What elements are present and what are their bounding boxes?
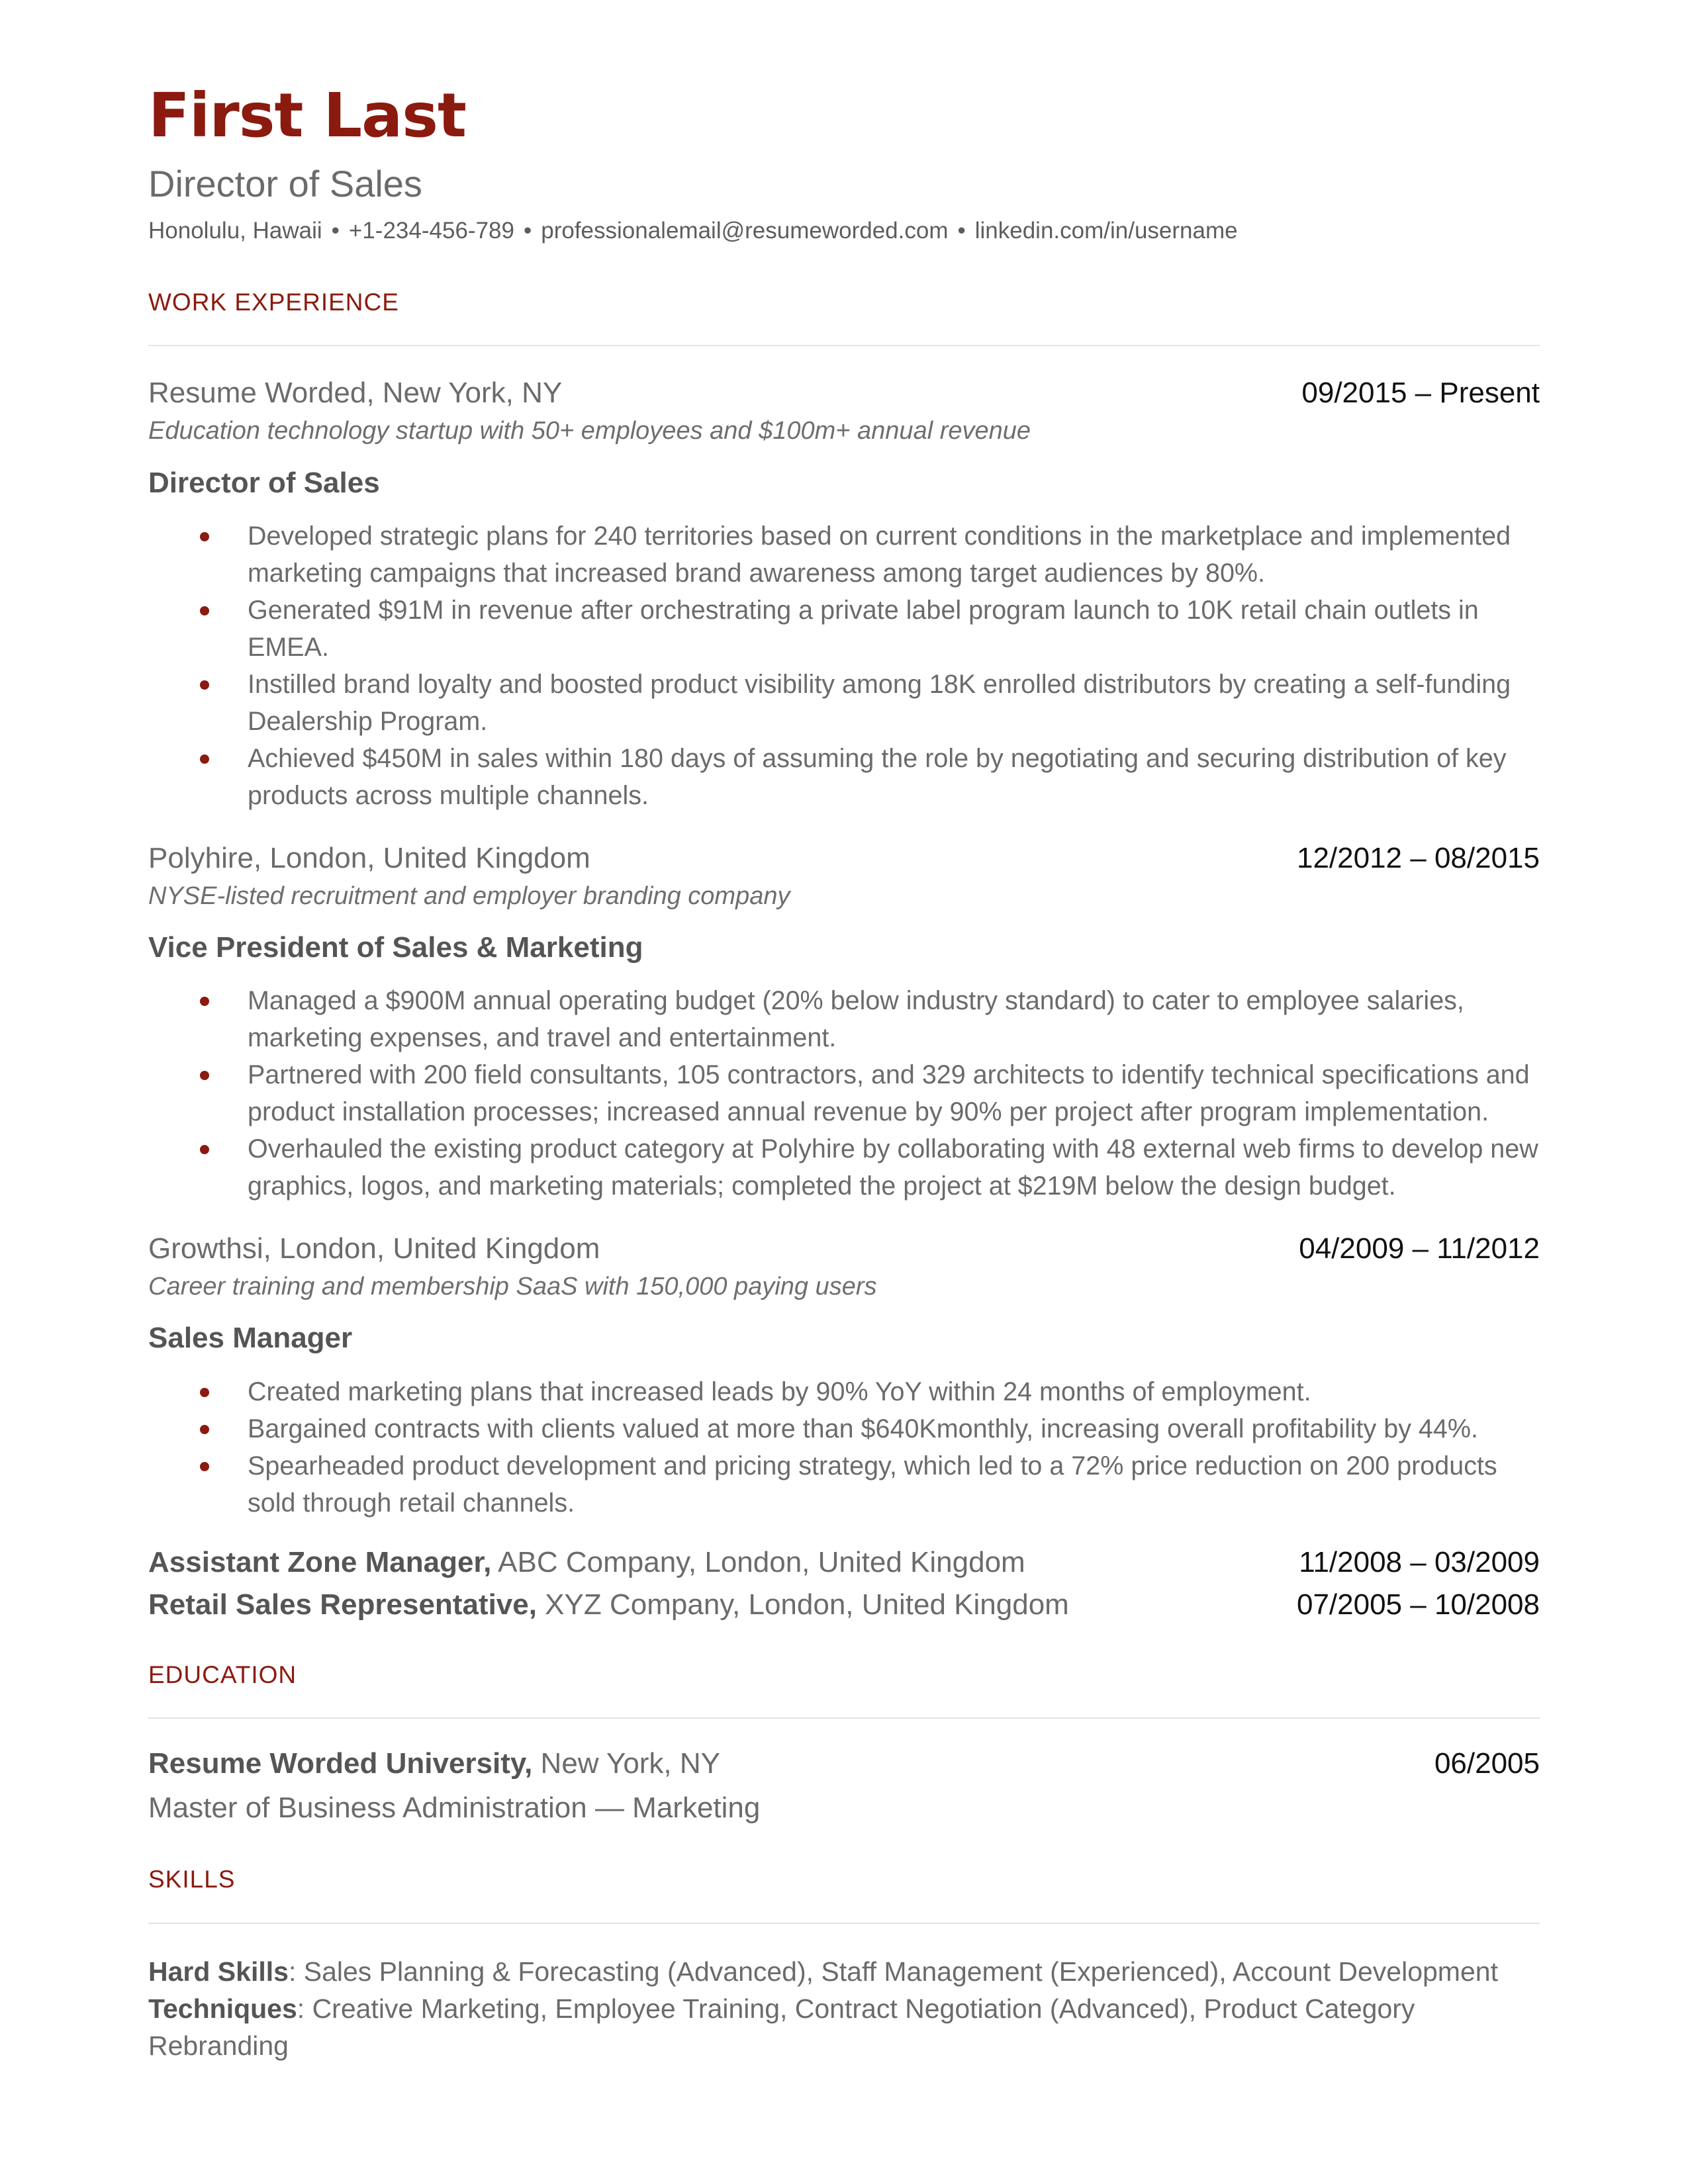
short-job-dates: 07/2005 – 10/2008 [1296, 1588, 1540, 1621]
education-degree: Master of Business Administration — Marketing [148, 1791, 761, 1824]
education-date: 06/2005 [1434, 1747, 1540, 1780]
job-entry [148, 377, 1540, 813]
skills-label: Hard Skills [148, 1956, 289, 1987]
job-header [148, 1232, 1540, 1265]
bullet-text: Generated $91M in revenue after orchestrating a private label program launch to 10K retail chain outlets in EMEA. [248, 595, 1479, 662]
bullet-icon [200, 1388, 209, 1397]
bullet-text: Overhauled the existing product category at Polyhire by collaborating with 48 external web firms to develop new graphics, logos, and marketing materials; completed the project at $219M below the design budget. [248, 1134, 1538, 1201]
short-job-row [148, 1541, 1540, 1584]
education-location: New York, NY [532, 1747, 721, 1780]
job-role: Sales Manager [148, 1322, 353, 1355]
contact-line [148, 216, 1540, 246]
job-role: Vice President of Sales & Marketing [148, 931, 643, 964]
separator-dot: • [957, 217, 966, 244]
bullet-text: Bargained contracts with clients valued at more than $640Kmonthly, increasing overall profitability by 44%. [248, 1414, 1478, 1443]
short-job-company: XYZ Company, London, United Kingdom [536, 1588, 1069, 1621]
section-heading-work: WORK EXPERIENCE [148, 289, 399, 316]
job-bullets [148, 518, 1540, 814]
skills-row [148, 1990, 1540, 2064]
short-job-role: Assistant Zone Manager, [148, 1545, 492, 1578]
job-dates: 12/2012 – 08/2015 [1296, 841, 1540, 874]
bullet-item [148, 1056, 1540, 1130]
bullet-item [148, 982, 1540, 1056]
job-description: Career training and membership SaaS with 150,000 paying users [148, 1273, 877, 1301]
contact-linkedin[interactable]: linkedin.com/in/username [974, 217, 1238, 244]
section-divider [148, 345, 1540, 346]
bullet-icon [200, 1425, 209, 1434]
separator-dot: • [523, 217, 532, 244]
bullet-icon [200, 1071, 209, 1080]
job-description: Education technology startup with 50+ employees and $100m+ annual revenue [148, 417, 1031, 445]
education-row [148, 1743, 1540, 1785]
contact-email[interactable]: professionalemail@resumeworded.com [541, 217, 949, 244]
skills-list [148, 1953, 1540, 2064]
bullet-item [148, 592, 1540, 666]
job-bullets [148, 1373, 1540, 1522]
section-heading-education: EDUCATION [148, 1661, 297, 1688]
section-divider [148, 1923, 1540, 1924]
bullet-icon [200, 1462, 209, 1471]
job-bullets [148, 982, 1540, 1205]
bullet-icon [200, 754, 209, 764]
bullet-icon [200, 997, 209, 1006]
contact-location: Honolulu, Hawaii [148, 217, 322, 244]
bullet-text: Developed strategic plans for 240 territories based on current conditions in the marketplace and implemented marketing campaigns that increased brand awareness among target audiences by 80%. [248, 521, 1511, 588]
resume-page [148, 79, 1540, 2064]
job-dates: 04/2009 – 11/2012 [1299, 1232, 1540, 1265]
skills-value: : Creative Marketing, Employee Training, Contract Negotiation (Advanced), Product Category Rebranding [148, 1993, 1415, 2061]
short-job-row [148, 1584, 1540, 1626]
job-description: NYSE-listed recruitment and employer branding company [148, 882, 790, 910]
bullet-item [148, 518, 1540, 592]
bullet-text: Spearheaded product development and pricing strategy, which led to a 72% price reduction on 200 products sold through retail channels. [248, 1451, 1497, 1518]
short-job-company: ABC Company, London, United Kingdom [491, 1545, 1025, 1578]
separator-dot: • [331, 217, 340, 244]
education-school-line [148, 1743, 720, 1785]
job-role: Director of Sales [148, 466, 380, 499]
bullet-item [148, 740, 1540, 814]
bullet-text: Instilled brand loyalty and boosted product visibility among 18K enrolled distributors by creating a self-funding Dealership Program. [248, 669, 1511, 736]
short-job-text [148, 1541, 1025, 1584]
short-jobs [148, 1541, 1540, 1626]
bullet-icon [200, 1145, 209, 1154]
bullet-item [148, 1447, 1540, 1522]
job-company: Resume Worded, New York, NY [148, 377, 563, 410]
bullet-icon [200, 606, 209, 615]
bullet-item [148, 1130, 1540, 1205]
job-company: Growthsi, London, United Kingdom [148, 1232, 600, 1265]
skills-row [148, 1953, 1540, 1990]
candidate-title: Director of Sales [148, 163, 422, 205]
section-divider [148, 1717, 1540, 1719]
skills-label: Techniques [148, 1993, 297, 2024]
bullet-item [148, 666, 1540, 740]
job-header [148, 377, 1540, 410]
short-job-role: Retail Sales Representative, [148, 1588, 537, 1621]
bullet-text: Achieved $450M in sales within 180 days of assuming the role by negotiating and securing distribution of key products across multiple channels. [248, 743, 1507, 810]
candidate-name: First Last [148, 80, 466, 151]
bullet-text: Partnered with 200 field consultants, 105 contractors, and 329 architects to identify technical specifications and product installation processes; increased annual revenue by 90% per project after program implementation. [248, 1060, 1530, 1127]
education-school: Resume Worded University, [148, 1747, 533, 1780]
section-heading-skills: SKILLS [148, 1866, 236, 1893]
bullet-item [148, 1373, 1540, 1410]
bullet-icon [200, 680, 209, 690]
bullet-text: Created marketing plans that increased leads by 90% YoY within 24 months of employment. [248, 1377, 1311, 1406]
skills-value: : Sales Planning & Forecasting (Advanced), Staff Management (Experienced), Account Development [288, 1956, 1498, 1987]
job-company: Polyhire, London, United Kingdom [148, 841, 590, 874]
job-dates: 09/2015 – Present [1301, 377, 1540, 410]
job-header [148, 842, 1540, 875]
contact-phone: +1-234-456-789 [348, 217, 514, 244]
job-entry [148, 1232, 1540, 1521]
bullet-icon [200, 532, 209, 541]
bullet-item [148, 1410, 1540, 1447]
job-entry [148, 842, 1540, 1205]
bullet-text: Managed a $900M annual operating budget (20% below industry standard) to cater to employee salaries, marketing expenses, and travel and entertainment. [248, 986, 1464, 1053]
short-job-text [148, 1584, 1069, 1626]
short-job-dates: 11/2008 – 03/2009 [1299, 1545, 1540, 1578]
